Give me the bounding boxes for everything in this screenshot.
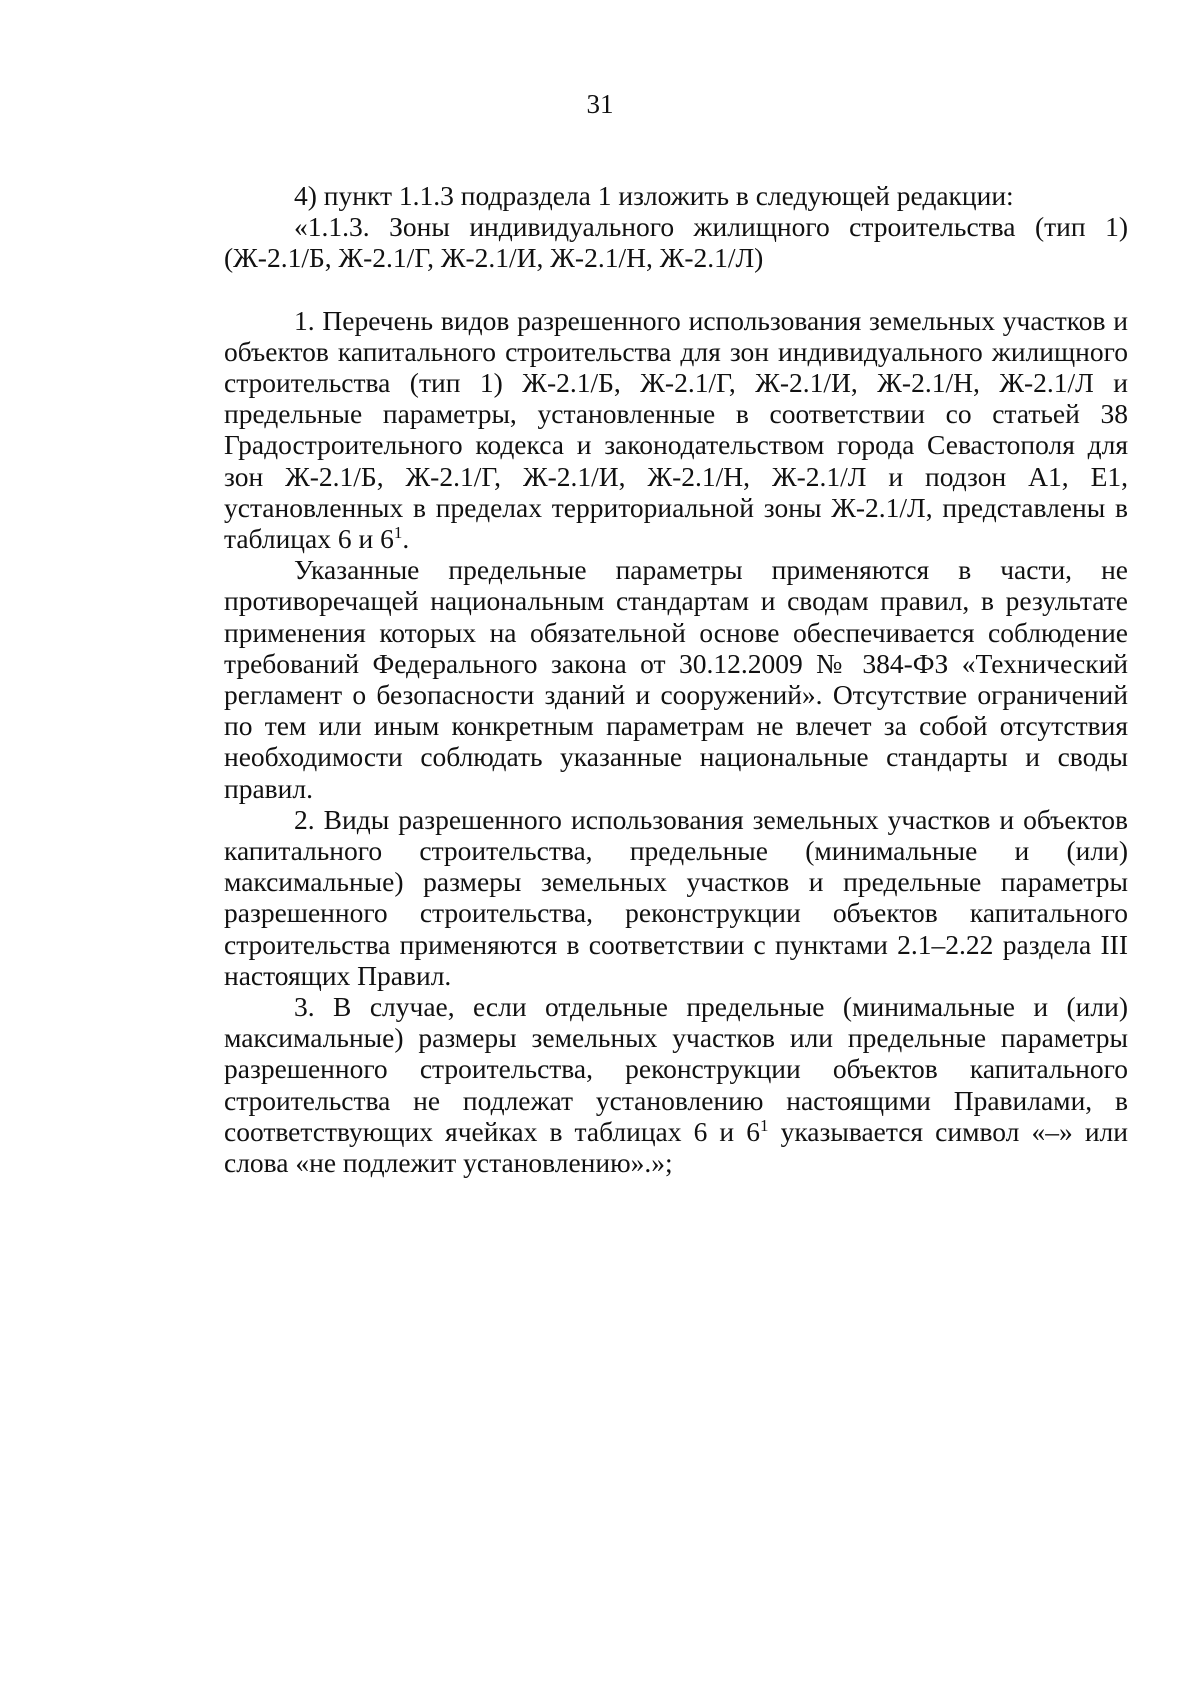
paragraph-4-text: 3. В случае, если отдельные предельные (минимальные и (или) максимальные) размеры земельных участков или предельные параметры разрешенного строительства, реконструкции объектов капитального строительства не подлежат установлению настоящими Правилами, в соответствующих ячейках в таблицах 6 и 6 — [224, 991, 1128, 1147]
paragraph-gap — [224, 274, 1128, 305]
paragraph-4 — [224, 991, 1128, 1178]
document-body — [224, 180, 1128, 1178]
section-heading: «1.1.3. Зоны индивидуального жилищного строительства (тип 1) (Ж-2.1/Б, Ж-2.1/Г, Ж-2.1/И, Ж-2.1/Н, Ж-2.1/Л) — [224, 211, 1128, 274]
superscript-1: 1 — [393, 523, 403, 543]
superscript-2: 1 — [760, 1115, 769, 1135]
amendment-item-4: 4) пункт 1.1.3 подраздела 1 изложить в следующей редакции: — [294, 180, 1014, 211]
paragraph-1-end: . — [402, 523, 410, 555]
paragraph-3: 2. Виды разрешенного использования земельных участков и объектов капитального строительства, предельные (минимальные и (или) максимальные) размеры земельных участков и предельные параметры разрешенного строительства, реконструкции объектов капитального строительства применяются в соответствии с пунктами 2.1–2.22 раздела III настоящих Правил. — [224, 803, 1128, 991]
paragraph-4-end: указывается символ «–» или слова «не подлежит установлению».»; — [224, 1115, 1128, 1179]
paragraph-1 — [224, 305, 1128, 555]
paragraph-2: Указанные предельные параметры применяются в части, не противоречащей национальным стандартам и сводам правил, в результате применения которых на обязательной основе обеспечивается соблюдение требований Федерального закона от 30.12.2009 № 384-ФЗ «Технический регламент о безопасности зданий и сооружений». Отсутствие ограничений по тем или иным конкретным параметрам не влечет за собой отсутствия необходимости соблюдать указанные национальные стандарты и своды правил. — [224, 554, 1128, 804]
paragraph-1-text: 1. Перечень видов разрешенного использования земельных участков и объектов капитального строительства для зон индивидуального жилищного строительства (тип 1) Ж-2.1/Б, Ж-2.1/Г, Ж-2.1/И, Ж-2.1/Н, Ж-2.1/Л и предельные параметры, установленные в соответствии со статьей 38 Градостроительного кодекса и законодательством города Севастополя для зон Ж-2.1/Б, Ж-2.1/Г, Ж-2.1/И, Ж-2.1/Н, Ж-2.1/Л и подзон А1, Е1, установленных в пределах территориальной зоны Ж-2.1/Л, представлены в таблицах 6 и 6 — [224, 304, 1128, 555]
page-number: 31 — [586, 89, 614, 119]
